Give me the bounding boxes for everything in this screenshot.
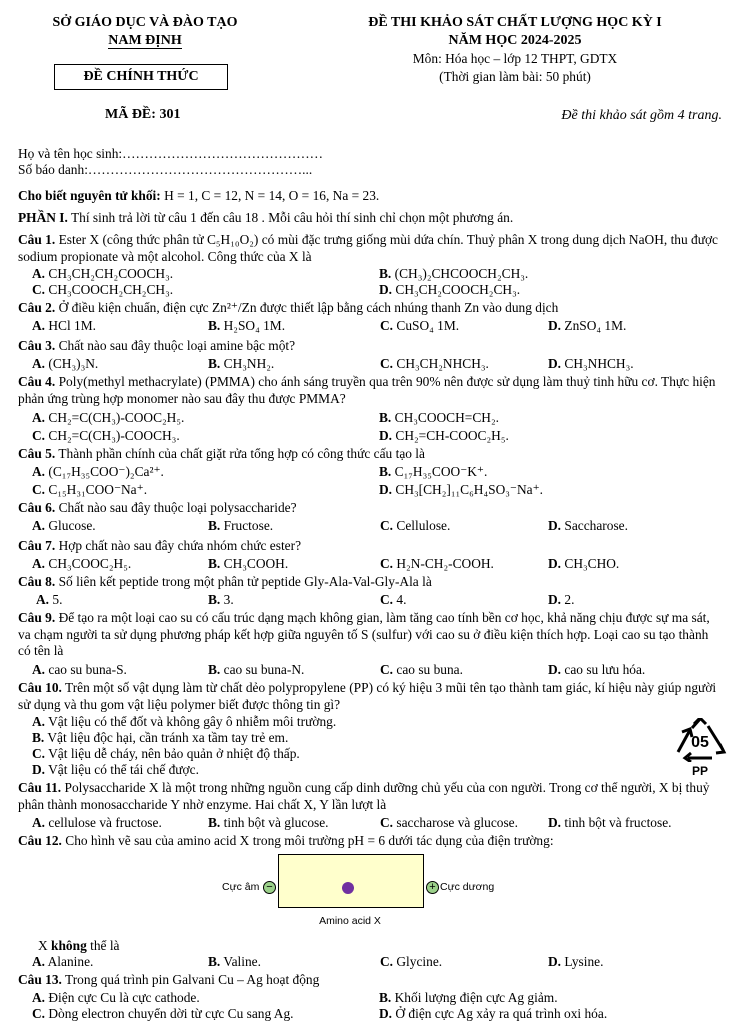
recycle-code: PP — [691, 764, 708, 778]
q13-option-c[interactable]: C. Dòng electron chuyển dời từ cực Cu sang Ag. — [32, 1006, 294, 1021]
student-id-line: Số báo danh:…………………………………………... — [18, 162, 313, 177]
q9-option-c[interactable]: C. cao su buna. — [380, 662, 463, 677]
question-label: Câu 9. — [18, 610, 56, 625]
exam-subject: Môn: Hóa học – lớp 12 THPT, GDTX — [412, 51, 618, 66]
q1-option-c[interactable]: C. CH₃COOCH₂CH₂CH₃. — [32, 282, 174, 297]
q11-option-c[interactable]: C. saccharose và glucose. — [380, 815, 518, 830]
electrophoresis-figure — [212, 854, 512, 934]
atomic-mass-label: Cho biết nguyên tử khối: — [18, 188, 161, 203]
question-label: Câu 2. — [18, 300, 56, 315]
question-6 — [18, 500, 724, 516]
question-10 — [18, 680, 722, 713]
question-7 — [18, 538, 724, 554]
atomic-mass-line — [18, 188, 724, 204]
department-line-2: NAM ĐỊNH — [108, 33, 182, 48]
q8-option-c[interactable]: C. 4. — [380, 592, 407, 607]
question-label: Câu 11. — [18, 780, 62, 795]
question-label: Câu 3. — [18, 338, 56, 353]
q3-option-a[interactable]: A. (CH₃)₃N. — [32, 356, 99, 371]
q4-option-a[interactable]: A. CH₂=C(CH₃)-COOC₂H₅. — [32, 410, 185, 425]
pages-note: Đề thi khảo sát gồm 4 trang. — [561, 108, 722, 123]
question-label: Câu 8. — [18, 574, 56, 589]
q7-option-c[interactable]: C. H₂N-CH₂-COOH. — [380, 556, 494, 571]
department-name — [30, 14, 260, 50]
q5-option-a[interactable]: A. (C₁₇H₃₅COO⁻)₂Ca²⁺. — [32, 464, 164, 479]
exam-title-2: NĂM HỌC 2024-2025 — [448, 33, 582, 48]
question-text: Số liên kết peptide trong một phân tử peptide Gly-Ala-Val-Gly-Ala là — [58, 574, 432, 589]
question-label: Câu 1. — [18, 232, 56, 247]
question-4 — [18, 374, 722, 407]
q6-option-c[interactable]: C. Cellulose. — [380, 518, 451, 533]
q7-option-a[interactable]: A. CH₃COOC₂H₅. — [32, 556, 132, 571]
q7-option-d[interactable]: D. CH₃CHO. — [548, 556, 620, 571]
official-label: ĐỀ CHÍNH THỨC — [83, 69, 199, 84]
exam-time: (Thời gian làm bài: 50 phút) — [439, 69, 591, 84]
question-1 — [18, 232, 722, 265]
question-text: Cho hình vẽ sau của amino acid X trong môi trường pH = 6 dưới tác dụng của điện trường: — [65, 833, 554, 848]
question-text: Ester X (công thức phân tử C₅H₁₀O₂) có mùi đặc trưng giống mùi dứa chín. Thuỷ phân X trong dung dịch NaOH, thu được sodium propionate và một alcohol. Công thức của X là — [18, 232, 719, 264]
question-text: Trong quá trình pin Galvani Cu – Ag hoạt động — [65, 972, 320, 987]
exam-code-value: 301 — [159, 107, 181, 122]
recycle-number: 05 — [691, 734, 709, 751]
q2-option-b[interactable]: B. H₂SO₄ 1M. — [208, 318, 286, 333]
question-label: Câu 7. — [18, 538, 56, 553]
question-8 — [18, 574, 724, 590]
question-text: Thành phần chính của chất giặt rửa tổng hợp có công thức cấu tạo là — [58, 446, 425, 461]
q5-option-b[interactable]: B. C₁₇H₃₅COO⁻K⁺. — [379, 464, 488, 479]
question-label: Câu 4. — [18, 374, 56, 389]
department-line-1: SỞ GIÁO DỤC VÀ ĐÀO TẠO — [52, 15, 238, 30]
question-text: Hợp chất nào sau đây chứa nhóm chức ester? — [58, 538, 302, 553]
q1-option-b[interactable]: B. (CH₃)₂CHCOOCH₂CH₃. — [379, 266, 529, 281]
part1-instruction — [18, 210, 724, 226]
question-12 — [18, 833, 724, 849]
q3-option-c[interactable]: C. CH₃CH₂NHCH₃. — [380, 356, 489, 371]
q7-option-b[interactable]: B. CH₃COOH. — [208, 556, 289, 571]
question-text: Chất nào sau đây thuộc loại amine bậc một? — [58, 338, 296, 353]
positive-electrode-icon: + — [426, 881, 439, 894]
question-2 — [18, 300, 724, 316]
question-label: Câu 6. — [18, 500, 56, 515]
q13-option-b[interactable]: B. Khối lượng điện cực Ag giảm. — [379, 990, 558, 1005]
q6-option-b[interactable]: B. Fructose. — [208, 518, 274, 533]
question-text: Chất nào sau đây thuộc loại polysaccharide? — [58, 500, 297, 515]
q6-option-d[interactable]: D. Saccharose. — [548, 518, 628, 533]
question-label: Câu 12. — [18, 833, 62, 848]
exam-code — [105, 107, 180, 123]
q9-option-a[interactable]: A. cao su buna-S. — [32, 662, 127, 677]
q2-option-d[interactable]: D. ZnSO₄ 1M. — [548, 318, 627, 333]
q12-option-a[interactable]: A. Alanine. — [32, 954, 94, 969]
q1-option-a[interactable]: A. CH₃CH₂CH₂COOCH₃. — [32, 266, 174, 281]
q2-option-c[interactable]: C. CuSO₄ 1M. — [380, 318, 460, 333]
q10-option-c[interactable]: C. Vật liệu dễ cháy, nên bảo quản ở nhiệt độ thấp. — [32, 746, 300, 761]
question-text: Poly(methyl methacrylate) (PMMA) cho ánh sáng truyền qua trên 90% nên được sử dụng làm thuỷ tinh hữu cơ. Thực hiện phản ứng trùng hợp monomer nào sau đây thu được PMMA? — [18, 374, 716, 406]
field-panel — [278, 854, 424, 908]
q11-option-a[interactable]: A. cellulose và fructose. — [32, 815, 162, 830]
question-text: Polysaccharide X là một trong những nguồn cung cấp dinh dưỡng chủ yếu của con người. Trong cơ thể người, X bị thuỷ phân thành monosaccharide Y nhờ enzyme. Hai chất X, Y lần lượt là — [18, 780, 710, 812]
question-3 — [18, 338, 724, 354]
q12-option-b[interactable]: B. Valine. — [208, 954, 261, 969]
q11-option-d[interactable]: D. tinh bột và fructose. — [548, 815, 672, 830]
question-11 — [18, 780, 722, 813]
q5-option-d[interactable]: D. CH₃[CH₂]₁₁C₆H₄SO₃⁻Na⁺. — [379, 482, 544, 497]
q4-option-b[interactable]: B. CH₃COOCH=CH₂. — [379, 410, 499, 425]
student-name-line: Họ và tên học sinh:……………………………………… — [18, 146, 323, 161]
q4-option-d[interactable]: D. CH₂=CH-COOC₂H₅. — [379, 428, 509, 443]
question-text: Để tạo ra một loại cao su có cấu trúc dạng mạch không gian, làm tăng cao tính bền cơ học, khả năng chịu được sự ma sát, va chạm người ta sử dụng phương pháp kết hợp giữa nguyên tố S (sulfur) với cao su ở điều kiện thích hợp. Loại cao su tạo thành có tên là — [18, 610, 710, 658]
question-label: Câu 13. — [18, 972, 62, 987]
question-9 — [18, 610, 722, 660]
amino-acid-dot — [342, 882, 354, 894]
q8-option-a[interactable]: A. 5. — [36, 592, 63, 607]
q8-option-d[interactable]: D. 2. — [548, 592, 575, 607]
negative-electrode-icon: − — [263, 881, 276, 894]
part1-text: Thí sinh trả lời từ câu 1 đến câu 18 . Mỗi câu hỏi thí sinh chỉ chọn một phương án. — [70, 210, 514, 225]
q8-option-b[interactable]: B. 3. — [208, 592, 234, 607]
q10-option-a[interactable]: A. Vật liệu có thể đốt và không gây ô nhiễm môi trường. — [32, 714, 337, 729]
figure-caption: Amino acid X — [319, 915, 381, 927]
q10-option-b[interactable]: B. Vật liệu độc hại, cần tránh xa tầm tay trẻ em. — [32, 730, 289, 745]
exam-title-block — [300, 14, 730, 86]
q4-option-c[interactable]: C. CH₂=C(CH₃)-COOCH₃. — [32, 428, 180, 443]
q10-option-d[interactable]: D. Vật liệu có thể tái chế được. — [32, 762, 199, 777]
q2-option-a[interactable]: A. HCl 1M. — [32, 318, 97, 333]
q13-option-a[interactable]: A. Điện cực Cu là cực cathode. — [32, 990, 200, 1005]
atomic-mass-values: H = 1, C = 12, N = 14, O = 16, Na = 23. — [164, 188, 380, 203]
q1-option-d[interactable]: D. CH₃CH₂COOCH₂CH₃. — [379, 282, 521, 297]
q13-option-d[interactable]: D. Ở điện cực Ag xảy ra quá trình oxi hóa. — [379, 1006, 608, 1021]
q6-option-a[interactable]: A. Glucose. — [32, 518, 96, 533]
q12-option-d[interactable]: D. Lysine. — [548, 954, 604, 969]
exam-title-1: ĐỀ THI KHẢO SÁT CHẤT LƯỢNG HỌC KỲ I — [368, 15, 662, 30]
part1-label: PHẦN I. — [18, 210, 68, 225]
q12-option-c[interactable]: C. Glycine. — [380, 954, 443, 969]
question-5 — [18, 446, 724, 462]
q9-option-d[interactable]: D. cao su lưu hóa. — [548, 662, 646, 677]
question-13 — [18, 972, 724, 988]
q9-option-b[interactable]: B. cao su buna-N. — [208, 662, 305, 677]
question-label: Câu 10. — [18, 680, 62, 695]
q11-option-b[interactable]: B. tinh bột và glucose. — [208, 815, 329, 830]
question-label: Câu 5. — [18, 446, 56, 461]
question-text: Trên một số vật dụng làm từ chất dẻo polypropylene (PP) có ký hiệu 3 mũi tên tạo thành tam giác, kí hiệu này giúp người sử dụng và thu gom vật liệu polymer biết được thông tin gì? — [18, 680, 717, 712]
q5-option-c[interactable]: C. C₁₅H₃₁COO⁻Na⁺. — [32, 482, 148, 497]
official-badge — [54, 64, 228, 90]
exam-code-label: MÃ ĐỀ: — [105, 107, 156, 122]
q12-ask: X không thể là — [38, 938, 120, 953]
q3-option-d[interactable]: D. CH₃NHCH₃. — [548, 356, 634, 371]
recycle-symbol — [668, 718, 732, 778]
positive-electrode-label: Cực dương — [440, 881, 495, 893]
question-text: Ở điều kiện chuẩn, điện cực Zn²⁺/Zn được thiết lập bằng cách nhúng thanh Zn vào dung dịch — [58, 300, 559, 315]
q3-option-b[interactable]: B. CH₃NH₂. — [208, 356, 275, 371]
negative-electrode-label: Cực âm — [222, 881, 260, 893]
